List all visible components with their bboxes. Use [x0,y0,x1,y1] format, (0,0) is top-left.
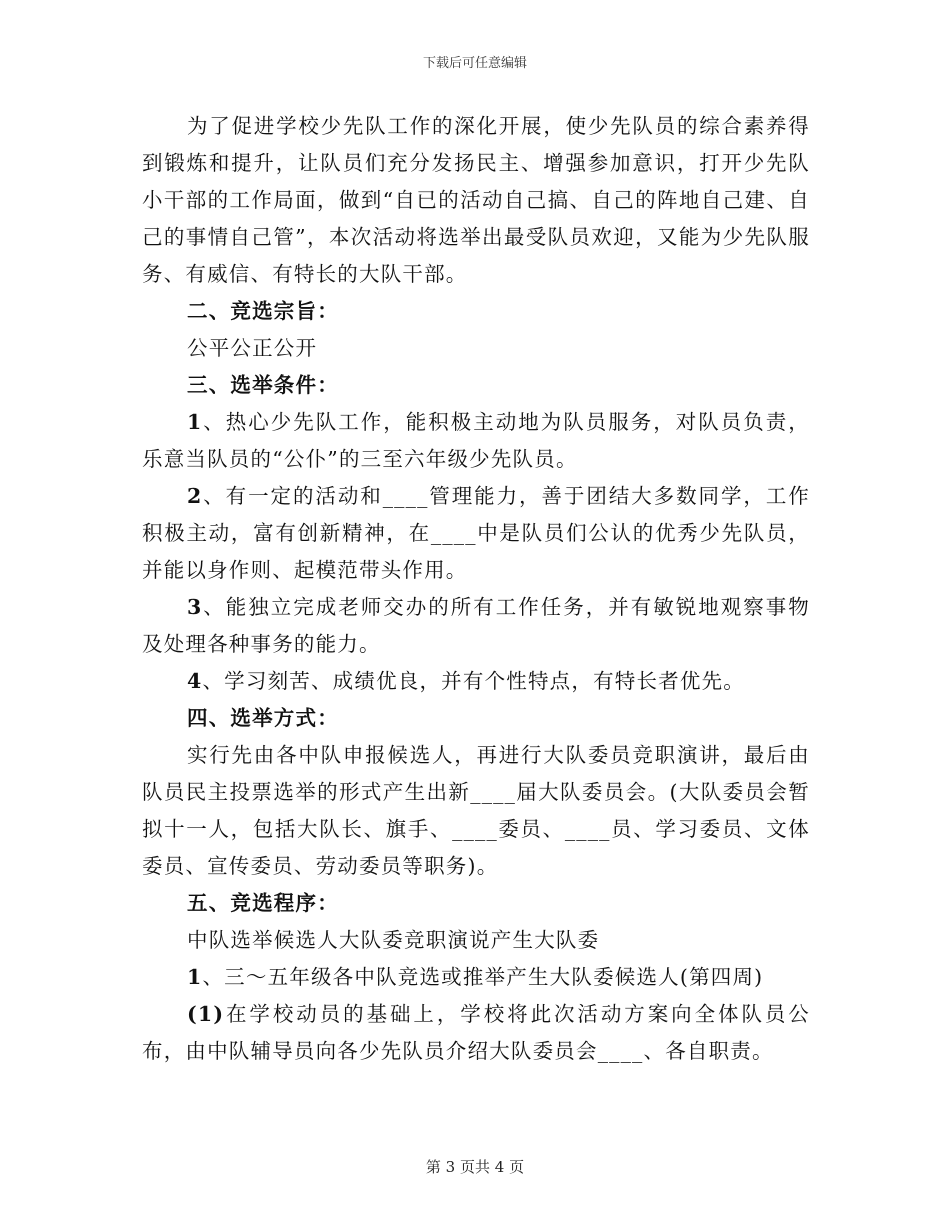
condition-item-2 [142,478,810,589]
procedure-step-1 [142,959,810,996]
item-number: (1) [187,1002,225,1026]
item-text: 、三～五年级各中队竞选或推举产生大队委候选人(第四周) [202,965,764,989]
page-header: 下载后可任意编辑 [422,56,527,71]
condition-item-4 [142,663,810,700]
document-body [142,108,810,1070]
purpose-text: 公平公正公开 [187,336,318,360]
procedure-flow: 中队选举候选人大队委竞职演说产生大队委 [187,928,600,952]
page-footer: 第 3 页共 4 页 [425,1158,525,1176]
item-text: 在学校动员的基础上，学校将此次活动方案向全体队员公布，由中队辅导员向各少先队员介绍大队委员会____、各自职责。 [142,1002,810,1063]
procedure-substep-1 [142,996,810,1070]
section-heading-method: 四、选举方式： [187,706,339,730]
section-heading-purpose: 二、竞选宗旨： [187,299,339,323]
item-text: 、有一定的活动和____管理能力，善于团结大多数同学，工作积极主动，富有创新精神，在____中是队员们公认的优秀少先队员，并能以身作则、起模范带头作用。 [142,484,810,582]
intro-paragraph: 为了促进学校少先队工作的深化开展，使少先队员的综合素养得到锻炼和提升，让队员们充分发扬民主、增强参加意识，打开少先队小干部的工作局面，做到“自已的活动自己搞、自己的阵地自己建、自己的事情自己管”，本次活动将选举出最受队员欢迎，又能为少先队服务、有威信、有特长的大队干部。 [142,114,810,286]
condition-item-1 [142,404,810,478]
section-heading-procedure: 五、竞选程序： [187,891,339,915]
item-text: 、学习刻苦、成绩优良，并有个性特点，有特长者优先。 [202,669,745,693]
item-text: 、能独立完成老师交办的所有工作任务，并有敏锐地观察事物及处理各种事务的能力。 [142,595,810,656]
item-number: 1 [187,410,203,434]
item-number: 3 [187,595,203,619]
item-number: 2 [187,484,203,508]
item-text: 、热心少先队工作，能积极主动地为队员服务，对队员负责，乐意当队员的“公仆”的三至六年级少先队员。 [142,410,810,471]
item-number: 4 [187,669,203,693]
item-number: 1 [187,965,203,989]
section-heading-conditions: 三、选举条件： [187,373,339,397]
method-text: 实行先由各中队申报候选人，再进行大队委员竞职演讲，最后由队员民主投票选举的形式产生出新____届大队委员会。(大队委员会暂拟十一人，包括大队长、旗手、____委员、____员、学习委员、文体委员、宣传委员、劳动委员等职务)。 [142,743,810,878]
condition-item-3 [142,589,810,663]
